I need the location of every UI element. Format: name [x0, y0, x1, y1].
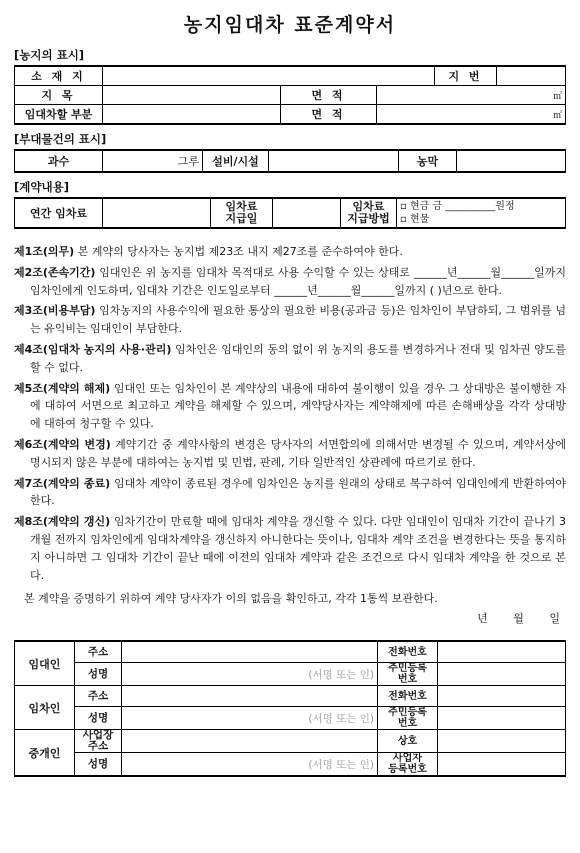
lessee-phone-label: 전화번호 — [378, 686, 438, 707]
lessor-address-label: 주소 — [75, 641, 122, 663]
lessor-rrn-value[interactable] — [438, 663, 566, 686]
broker-seal[interactable]: (서명 또는 인) — [122, 753, 378, 777]
clause-body: 계약기간 중 계약사항의 변경은 당사자의 서면합의에 의해서만 변경될 수 있으며, 계약서상에 명시되지 않은 부분에 대하여는 농지법 및 민법, 판례, 기타 일반적인 상관례에 따르기로 한다. — [30, 437, 566, 469]
lessee-rrn-label: 주민등록 번호 — [378, 707, 438, 730]
lessor-rrn-label: 주민등록 번호 — [378, 663, 438, 686]
clause-body: 본 계약의 당사자는 농지법 제23조 내지 제27조를 준수하여야 한다. — [74, 245, 403, 258]
clause-body: 임차농지의 사용수익에 필요한 통상의 필요한 비용(공과금 등)은 임차인이 부담하되, 그 범위를 넘는 유익비는 임대인이 부담한다. — [30, 304, 566, 336]
pay-date-label: 임차료 지급일 — [211, 198, 273, 228]
lessor-seal[interactable]: (서명 또는 인) — [122, 663, 378, 686]
section-heading-terms: [계약내용] — [14, 180, 69, 194]
area-value[interactable]: ㎡ — [377, 86, 566, 105]
lot-value[interactable] — [497, 66, 566, 86]
facilities-label: 설비/시설 — [203, 150, 269, 172]
clause — [14, 380, 566, 433]
clause-heading: 제8조(계약의 갱신) — [14, 515, 111, 529]
broker-firm-label: 상호 — [378, 730, 438, 753]
broker-label: 중개인 — [15, 730, 75, 777]
lessor-phone-value[interactable] — [438, 641, 566, 663]
cash-option[interactable]: ▫ 현금 금 __________원정 — [400, 201, 515, 212]
clause-body: 임대인은 위 농지를 임대차 목적대로 사용 수익할 수 있는 상태로 ______년______월______일까지 임차인에게 인도하며, 임대차 기간은 인도일로부터 ______년______월______일까지 ( )년으로 한다. — [30, 265, 566, 297]
lessee-address-value[interactable] — [122, 686, 378, 707]
lessor-address-value[interactable] — [122, 641, 378, 663]
section-heading-attached: [부대물건의 표시] — [14, 132, 107, 146]
clause — [14, 513, 566, 584]
broker-firm-value[interactable] — [438, 730, 566, 753]
lessee-name-label: 성명 — [75, 707, 122, 730]
trees-value[interactable]: 그루 — [103, 150, 203, 172]
clause-heading: 제1조(의무) — [14, 245, 75, 258]
clause — [14, 302, 566, 338]
leased-area-value[interactable]: ㎡ — [377, 105, 566, 125]
clause — [14, 264, 566, 300]
section-heading-land: [농지의 표시] — [14, 48, 85, 62]
trees-label: 과수 — [15, 150, 103, 172]
clause — [14, 341, 566, 377]
broker-bizno-label: 사업자 등록번호 — [378, 753, 438, 777]
clause-heading: 제3조(비용부담) — [14, 304, 96, 318]
clause-heading: 제5조(계약의 해제) — [14, 381, 111, 395]
clause — [14, 475, 566, 511]
clause-body: 임차기간이 만료할 때에 임대차 계약을 갱신할 수 있다. 다만 임대인이 임대차 기간이 끝나기 3개월 전까지 임차인에게 임대차계약을 갱신하지 아니한다는 뜻이나, 임대차 계약 조건을 변경한다는 뜻을 통지하지 아니하면 그 임대차 기간이 끝난 때에 이전의 임대차 계약과 같은 조건으로 다시 임대차 계약을 한 것으로 본다. — [30, 515, 566, 582]
clauses — [14, 243, 566, 584]
pay-date-value[interactable] — [273, 198, 341, 228]
leased-part-value[interactable] — [103, 105, 281, 125]
page-title: 농지임대차 표준계약서 — [183, 14, 397, 36]
clause-heading: 제7조(계약의 종료) — [14, 476, 111, 490]
goods-option[interactable]: ▫ 현물 — [400, 214, 430, 225]
attached-table — [14, 149, 566, 173]
clause-heading: 제6조(계약의 변경) — [14, 437, 111, 451]
annual-rent-value[interactable] — [103, 198, 211, 228]
broker-address-value[interactable] — [122, 730, 378, 753]
clause-heading: 제4조(임대차 농지의 사용·관리) — [14, 342, 172, 356]
clause-body: 임대차 계약이 종료된 경우에 임차인은 농지를 원래의 상태로 복구하여 임대인에게 반환하여야 한다. — [30, 476, 566, 508]
terms-table — [14, 197, 566, 229]
clause-body: 임대인 또는 임차인이 본 계약상의 내용에 대하여 불이행이 있을 경우 그 상대방은 불이행한 자에 대하여 서면으로 최고하고 계약을 해제할 수 있으며, 계약당사자는 계약해제에 따른 손해배상을 각각 상대방에 대하여 청구할 수 있다. — [30, 381, 566, 431]
annual-rent-label: 연간 임차료 — [15, 198, 103, 228]
lessee-address-label: 주소 — [75, 686, 122, 707]
lessee-seal[interactable]: (서명 또는 인) — [122, 707, 378, 730]
clause — [14, 436, 566, 472]
lessor-phone-label: 전화번호 — [378, 641, 438, 663]
category-label: 지 목 — [15, 86, 103, 105]
broker-name-label: 성명 — [75, 753, 122, 777]
pay-method-label: 임차료 지급방법 — [341, 198, 397, 228]
location-value[interactable] — [103, 66, 435, 86]
broker-address-label: 사업장 주소 — [75, 730, 122, 753]
signature-table — [14, 640, 566, 777]
leased-part-label: 임대차할 부분 — [15, 105, 103, 125]
lessor-name-label: 성명 — [75, 663, 122, 686]
contract-document — [14, 8, 566, 783]
lessee-label: 임차인 — [15, 686, 75, 730]
broker-bizno-value[interactable] — [438, 753, 566, 777]
lessor-label: 임대인 — [15, 641, 75, 686]
lot-label: 지 번 — [435, 66, 497, 86]
film-label: 농막 — [399, 150, 457, 172]
closing-statement: 본 계약을 증명하기 위하여 계약 당사자가 이의 없음을 확인하고, 각각 1통씩 보관한다. — [24, 592, 438, 606]
lessee-rrn-value[interactable] — [438, 707, 566, 730]
category-value[interactable] — [103, 86, 281, 105]
clause-heading: 제2조(존속기간) — [14, 265, 96, 279]
facilities-value[interactable] — [269, 150, 399, 172]
film-value[interactable] — [457, 150, 566, 172]
lessee-phone-value[interactable] — [438, 686, 566, 707]
land-table — [14, 65, 566, 125]
clause-body: 임차인은 임대인의 동의 없이 위 농지의 용도를 변경하거나 전대 및 임차권 양도를 할 수 없다. — [30, 342, 566, 374]
leased-area-label: 면 적 — [281, 105, 377, 125]
area-label: 면 적 — [281, 86, 377, 105]
pay-method-options[interactable] — [397, 198, 566, 228]
clause — [14, 243, 566, 261]
location-label: 소 재 지 — [15, 66, 103, 86]
contract-date[interactable]: 년 월 일 — [477, 612, 560, 626]
